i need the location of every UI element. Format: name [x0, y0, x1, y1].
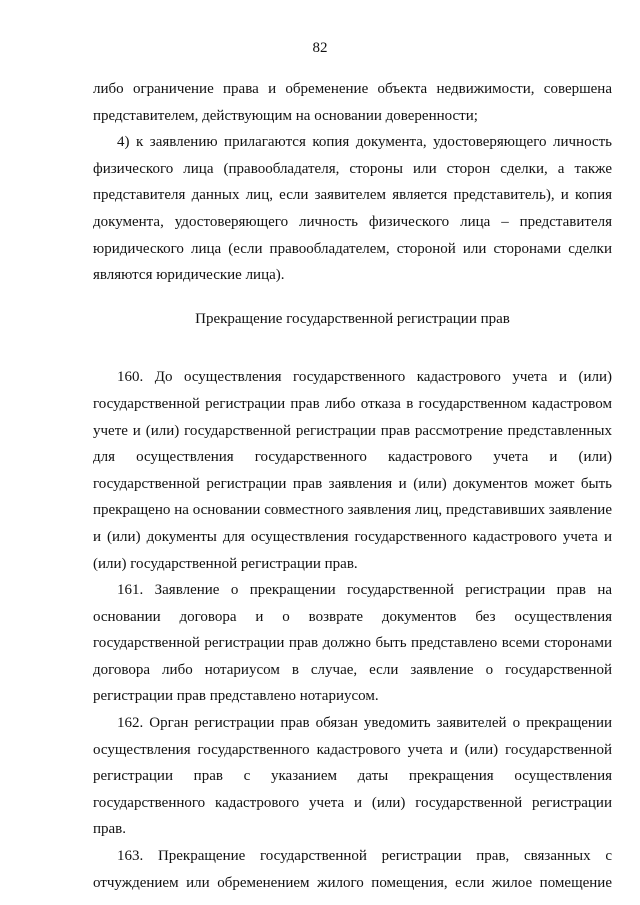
page-number: 82: [312, 40, 328, 56]
document-body: [93, 76, 612, 896]
paragraph-continuation: либо ограничение права и обременение объекта недвижимости, совершена представителем, действующим на основании доверенности;: [93, 81, 612, 124]
section-heading: Прекращение государственной регистрации прав: [195, 310, 510, 327]
spacer: [93, 347, 612, 364]
paragraph-161: 161. Заявление о прекращении государственной регистрации прав на основании договора и о возврате документов без осуществления государственной регистрации прав должно быть представлено всеми сторонами договора либо нотариусом в случае, если заявление о государственной регистрации прав представлено нотариусом.: [93, 582, 612, 705]
paragraph-162: 162. Орган регистрации прав обязан уведомить заявителей о прекращении осуществления государственного кадастрового учета и (или) государственной регистрации прав с указанием даты прекращения осуществления государственного кадастрового учета и (или) государственной регистрации прав.: [93, 715, 612, 838]
paragraph-163: 163. Прекращение государственной регистрации прав, связанных с отчуждением или обременением жилого помещения, если жилое помещение: [93, 848, 612, 891]
paragraph-item-4: 4) к заявлению прилагаются копия документа, удостоверяющего личность физического лица (правообладателя, стороны или сторон сделки, а также представителя данных лиц, если заявителем является представитель), и копия документа, удостоверяющего личность физического лица – представителя юридического лица (если правообладателем, стороной или сторонами сделки являются юридические лица).: [93, 134, 612, 284]
paragraph-160: 160. До осуществления государственного кадастрового учета и (или) государственной регистрации прав либо отказа в государственном кадастровом учете и (или) государственной регистрации прав рассмотрение представленных для осуществления государственного кадастрового учета и (или) государственной регистрации прав заявления и (или) документов может быть прекращено на основании совместного заявления лиц, представивших заявление и (или) документы для осуществления государственного кадастрового учета и (или) государственной регистрации прав.: [93, 369, 612, 572]
